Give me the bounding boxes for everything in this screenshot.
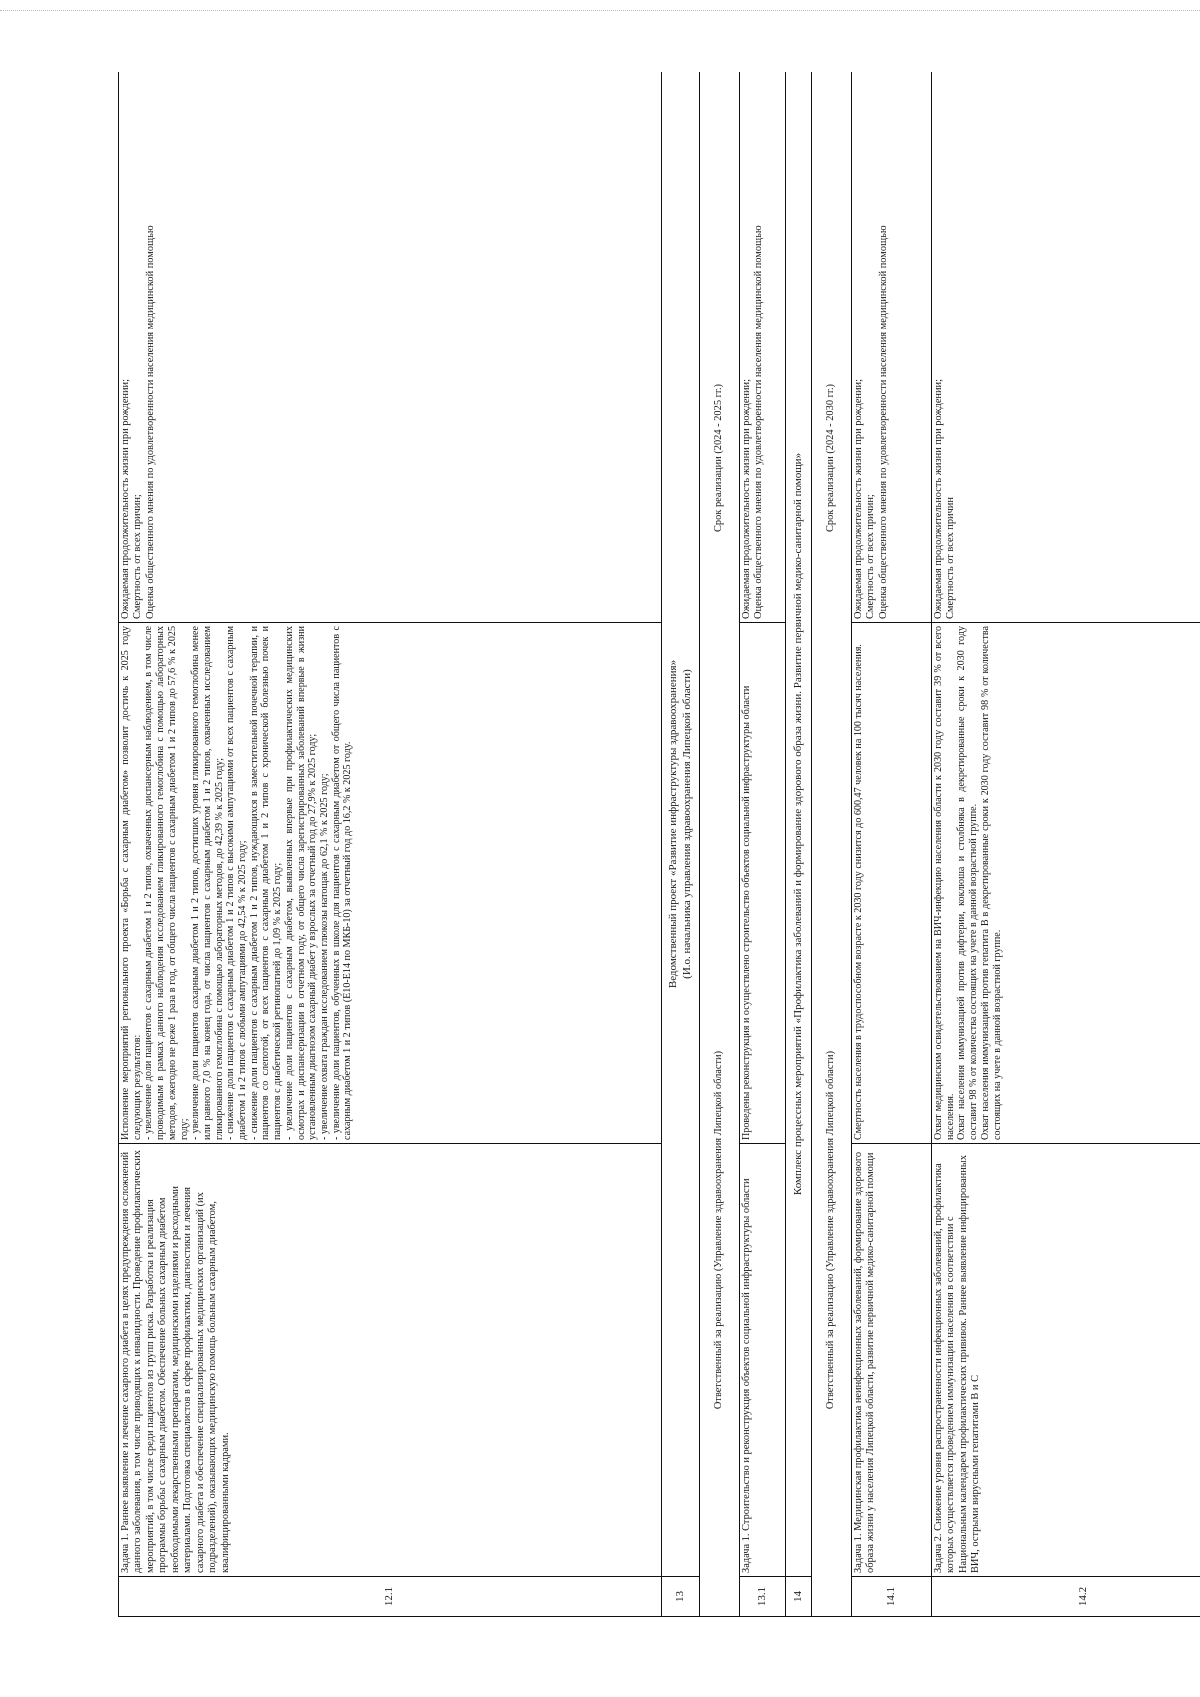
result-line: - увеличение доли пациентов, обученных в школе для пациентов с сахарным диабетом от общего числа пациентов с сахарным диабетом 1 и 2 типов (Е10-Е14 по МКБ-10) за отчетный год до 16,2 % к 2025 году. <box>330 626 354 1140</box>
table-row-13-responsible <box>700 72 740 1617</box>
indicator-line: Ожидаемая продолжительность жизни при рождении; <box>120 378 131 619</box>
indicator-cell <box>740 72 786 623</box>
scan-edge-line <box>0 10 1200 11</box>
indicator-line: Ожидаемая продолжительность жизни при рождении; <box>933 378 944 619</box>
result-line: - увеличение охвата граждан исследованием глюкозы натощак до 62,1 % к 2025 году; <box>318 773 330 1140</box>
result-line: - снижение доли пациентов с сахарным диабетом 1 и 2 типов, нуждающихся в заместительной почечной терапии, и пациентов со слепотой, от всех пациентов с сахарным диабетом 1 и 2 типов с хронической болезнью почек и пациентов с диабетической ретинопатией до 1,09 % к 2025 году; <box>248 626 284 1140</box>
table-row-14 <box>786 72 812 1617</box>
responsible-label: Ответственный за реализацию (Управление здравоохранения Липецкой области) <box>713 1050 725 1410</box>
responsible-cell <box>700 72 740 1617</box>
indicator-cell <box>119 72 662 623</box>
row-number: 14.1 <box>852 1577 932 1617</box>
indicator-line: Смертность от всех причин; <box>865 494 877 619</box>
document-page <box>118 72 1200 1617</box>
table-row-14-responsible <box>812 72 852 1617</box>
result-line: - снижение доли пациентов с сахарным диабетом 1 и 2 типов с высокими ампутациями от всех пациентов с сахарным диабетом 1 и 2 типов с любыми ампутациями до 42,54 % к 2025 году; <box>225 626 249 1140</box>
row-number: 13 <box>662 1577 700 1617</box>
project-title-line: Ведомственный проект «Развитие инфраструктуры здравоохранения» <box>667 659 680 989</box>
table-row-14-2 <box>932 72 1200 1617</box>
result-cell <box>932 623 1200 1144</box>
responsible-label: Ответственный за реализацию (Управление здравоохранения Липецкой области) <box>825 1050 837 1410</box>
result-cell: Смертность населения в трудоспособном возрасте к 2030 году снизится до 600,47 человек на 100 тысяч населения. <box>852 623 932 1144</box>
project-title-cell: Комплекс процессных мероприятий «Профилактика заболеваний и формирование здорового образа жизни. Развитие первичной медико-санитарной помощи» <box>786 72 812 1577</box>
task-cell: Задача 2. Снижение уровня распространенности инфекционных заболеваний, профилактика которых осуществляется проведением иммунизации населения в соответствии с Национальным календарем профилактических прививок. Раннее выявление инфицированных ВИЧ, острыми вирусными гепатитами В и С <box>932 1144 1200 1577</box>
task-cell: Задача 1. Строительство и реконструкция объектов социальной инфраструктуры области <box>740 1144 786 1577</box>
indicator-line: Оценка общественного мнения по удовлетворенности населения медицинской помощью <box>144 225 156 619</box>
table-row-13-1 <box>740 72 786 1617</box>
indicator-cell <box>852 72 932 623</box>
result-line: - увеличение доли пациентов сахарным диабетом 1 и 2 типов, достигших уровня гликированного гемоглобина менее или равного 7,0 % на конец года, от числа пациентов с сахарным диабетом 1 и 2 типов, охваченных исследованием гликированного гемоглобина с помощью лабораторных методов, до 42,39 % к 2025 году; <box>190 626 225 1140</box>
row-number: 14 <box>786 1577 812 1617</box>
table-row-14-1 <box>852 72 932 1617</box>
row-number: 13.1 <box>740 1577 786 1617</box>
table-row-12-1 <box>119 72 662 1617</box>
project-title-line: (И.о. начальника управления здравоохранения Липецкой области) <box>680 669 693 979</box>
result-line: - увеличение доли пациентов с сахарным диабетом, выявленных впервые при профилактических медицинских осмотрах и диспансеризации в отчетном году, от общего числа зарегистрированных заболеваний впервые в жизни установленным диагнозом сахарный диабет у взрослых за отчетный год до 27,9% к 2025 году; <box>283 626 319 1140</box>
result-line: Охват медицинским освидетельствованием на ВИЧ-инфекцию населения области к 2030 году составит 39 % от всего населения. <box>933 626 956 1140</box>
rotated-table-wrapper <box>118 72 1200 1617</box>
term-label: Срок реализации (2024 - 2030 гг.) <box>825 383 837 533</box>
task-cell: Задача 1. Раннее выявление и лечение сахарного диабета в целях предупреждения осложнений данного заболевания, в том числе приводящих к инвалидности. Проведение профилактических мероприятий, в том числе среди пациентов из групп риска. Разработка и реализация программы борьбы с сахарным диабетом. Обеспечение больных сахарным диабетом необходимыми лекарственными препаратами, медицинскими изделиями и расходными материалами. Подготовка специалистов в сфере профилактики, диагностики и лечения сахарного диабета и обеспечение специализированных медицинских организаций (их подразделений), оказывающих медицинскую помощь больным сахарным диабетом, квалифицированными кадрами. <box>119 1144 662 1577</box>
result-line: Охват населения иммунизацией против гепатита В в декретированные сроки к 2030 году составит 98 % от количества состоящих на учете в данной возрастной группе. <box>979 626 1003 1140</box>
indicator-line: Смертность от всех причин <box>945 497 957 619</box>
row-number: 12.1 <box>119 1577 662 1617</box>
program-table <box>118 72 1200 1617</box>
term-label: Срок реализации (2024 - 2025 гг.) <box>713 383 725 533</box>
indicator-line: Ожидаемая продолжительность жизни при рождении; <box>741 378 752 619</box>
indicator-line: Смертность от всех причин; <box>132 494 144 619</box>
indicator-line: Оценка общественного мнения по удовлетворенности населения медицинской помощью <box>753 225 765 619</box>
result-line: Исполнение мероприятий регионального проекта «Борьба с сахарным диабетом» позволит достичь к 2025 году следующих результатов: <box>120 626 143 1140</box>
row-number: 14.2 <box>932 1577 1200 1617</box>
result-line: - увеличение доли пациентов с сахарным диабетом 1 и 2 типов, охваченных диспансерным наблюдением, в том числе проводимым в рамках данного наблюдения исследованием гликированного гемоглобина с помощью лабораторных методов, ежегодно не реже 1 раза в год, от общего числа пациентов с сахарным диабетом 1 и 2 типов до 57,6 % к 2025 году; <box>143 626 190 1140</box>
indicator-line: Ожидаемая продолжительность жизни при рождении; <box>853 378 864 619</box>
task-cell: Задача 1. Медицинская профилактика неинфекционных заболеваний, формирование здорового образа жизни у населения Липецкой области, развитие первичной медико-санитарной помощи <box>852 1144 932 1577</box>
project-title-cell <box>662 72 700 1577</box>
indicator-cell <box>932 72 1200 623</box>
result-cell <box>119 623 662 1144</box>
responsible-cell <box>812 72 852 1617</box>
result-cell: Проведены реконструкция и осуществлено строительство объектов социальной инфраструктуры области <box>740 623 786 1144</box>
result-line: Охват населения иммунизацией против дифтерии, коклюша и столбняка в декретированные сроки к 2030 году составит 98 % от количества состоящих на учете в данной возрастной группе. <box>956 626 980 1140</box>
indicator-line: Оценка общественного мнения по удовлетворенности населения медицинской помощью <box>877 225 889 619</box>
table-row-13 <box>662 72 700 1617</box>
